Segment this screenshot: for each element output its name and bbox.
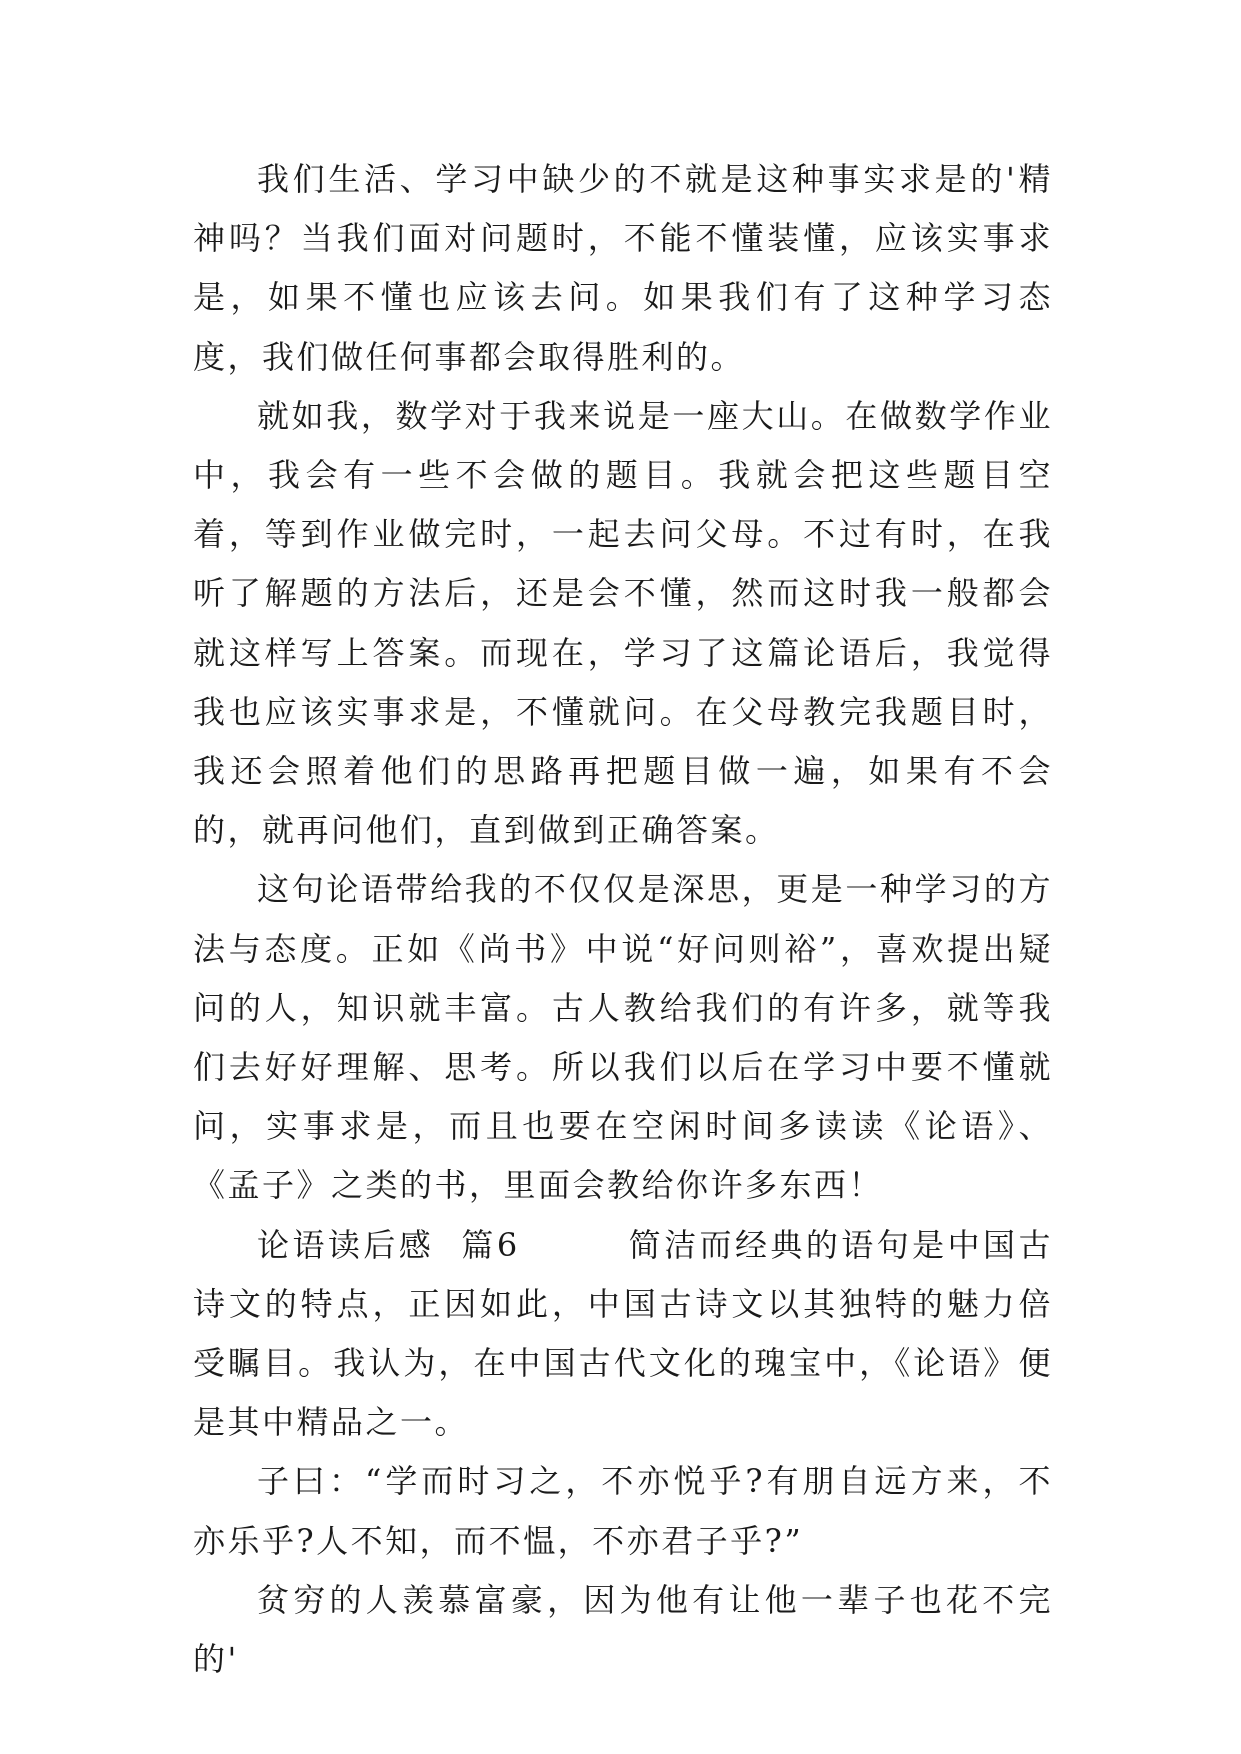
paragraph-2: 就如我，数学对于我来说是一座大山。在做数学作业中，我会有一些不会做的题目。我就会把这些题目空着，等到作业做完时，一起去问父母。不过有时，在我听了解题的方法后，还是会不懂，然而这时我一般都会就这样写上答案。而现在，学习了这篇论语后，我觉得我也应该实事求是，不懂就问。在父母教完我题目时，我还会照着他们的思路再把题目做一遍，如果有不会的，就再问他们，直到做到正确答案。 (193, 396, 1053, 850)
paragraph-1: 我们生活、学习中缺少的不就是这种事实求是的'精神吗？当我们面对问题时，不能不懂装懂，应该实事求是，如果不懂也应该去问。如果我们有了这种学习态度，我们做任何事都会取得胜利的。 (193, 160, 1053, 376)
article-body (193, 150, 1053, 1689)
paragraph-3: 这句论语带给我的不仅仅是深思，更是一种学习的方法与态度。正如《尚书》中说“好问则裕”，喜欢提出疑问的人，知识就丰富。古人教给我们的有许多，就等我们去好好理解、思考。所以我们以后在学习中要不懂就问，实事求是，而且也要在空闲时间多读读《论语》、《孟子》之类的书，里面会教给你许多东西！ (193, 870, 1053, 1205)
paragraph-6: 贫穷的人羡慕富豪，因为他有让他一辈子也花不完的' (193, 1580, 1053, 1679)
paragraph-4: 论语读后感 篇6 简洁而经典的语句是中国古诗文的特点，正因如此，中国古诗文以其独特的魅力倍受瞩目。我认为，在中国古代文化的瑰宝中，《论语》便是其中精品之一。 (193, 1225, 1053, 1442)
paragraph-5: 子曰：“学而时习之，不亦悦乎?有朋自远方来，不亦乐乎?人不知，而不愠，不亦君子乎?” (193, 1462, 1053, 1560)
